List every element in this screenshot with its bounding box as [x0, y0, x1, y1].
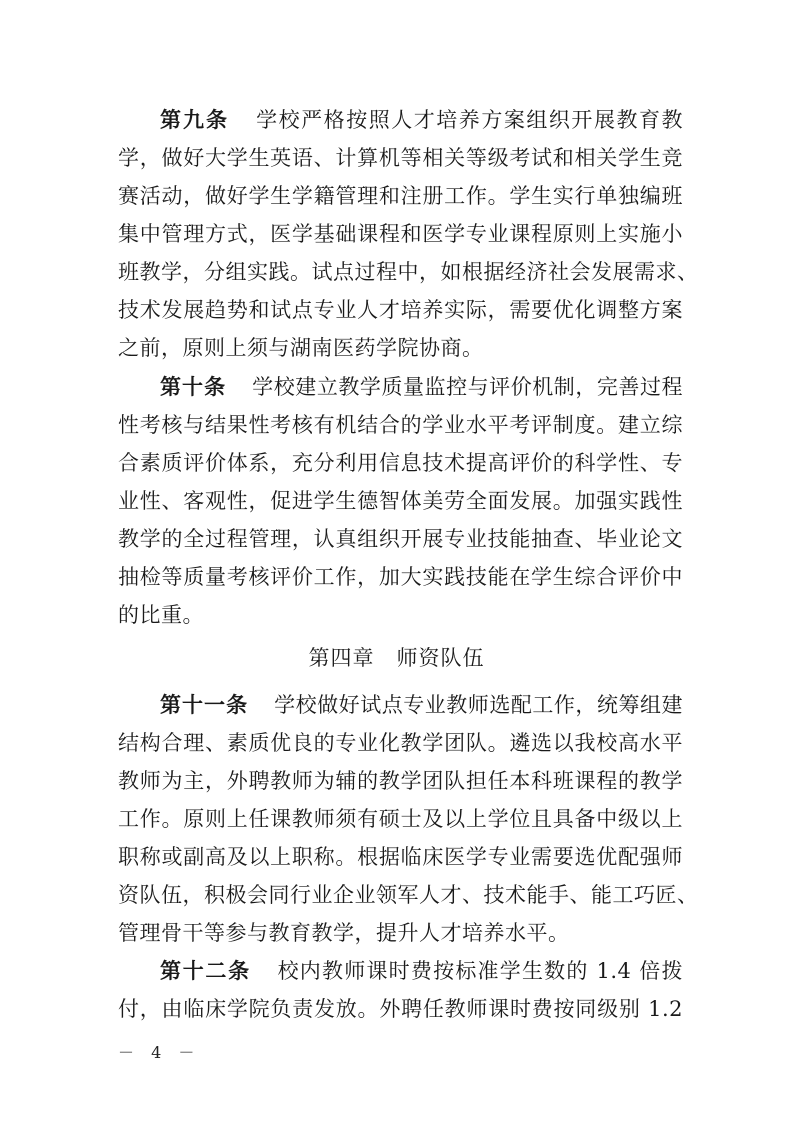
- article-12-line-2: 付，由临床学院负责发放。外聘任教师课时费按同级别 1.2: [118, 997, 683, 1021]
- article-9-line-5: 班教学，分组实践。试点过程中，如根据经济社会发展需求、: [118, 260, 699, 284]
- article-9-title: 第九条: [160, 108, 230, 132]
- article-11-line-2: 结构合理、素质优良的专业化教学团队。遴选以我校高水平: [118, 731, 683, 755]
- article-11-line-4: 工作。原则上任课教师须有硕士及以上学位且具备中级以上: [118, 807, 683, 831]
- article-12-line-1: 第十二条 校内教师课时费按标准学生数的 1.4 倍拨: [160, 959, 684, 983]
- article-11-line-7: 管理骨干等参与教育教学，提升人才培养水平。: [118, 921, 570, 945]
- article-11-line-6: 资队伍，积极会同行业企业领军人才、技术能手、能工巧匠、: [118, 883, 699, 907]
- page-number: － 4 －: [118, 1043, 201, 1062]
- article-11-line-5: 职称或副高及以上职称。根据临床医学专业需要选优配强师: [118, 845, 683, 869]
- article-10-line-3: 合素质评价体系，充分利用信息技术提高评价的科学性、专: [118, 451, 683, 475]
- article-9-line-1: 第九条 学校严格按照人才培养方案组织开展教育教: [160, 108, 684, 132]
- article-9-line-6: 技术发展趋势和试点专业人才培养实际，需要优化调整方案: [118, 298, 683, 322]
- article-11-title: 第十一条: [160, 693, 249, 717]
- article-12-title: 第十二条: [160, 959, 251, 983]
- article-10-line-4: 业性、客观性，促进学生德智体美劳全面发展。加强实践性: [118, 489, 683, 513]
- article-9-line-7: 之前，原则上须与湖南医药学院协商。: [118, 336, 484, 360]
- article-10-line-7: 的比重。: [118, 603, 204, 627]
- chapter-title: 师资队伍: [396, 646, 485, 670]
- article-10-line-6: 抽检等质量考核评价工作，加大实践技能在学生综合评价中: [118, 565, 683, 589]
- article-9-line-4: 集中管理方式，医学基础课程和医学专业课程原则上实施小: [118, 222, 683, 246]
- chapter-heading: [0, 645, 793, 671]
- article-11-line-1: 第十一条 学校做好试点专业教师选配工作，统筹组建: [160, 693, 684, 717]
- article-9-line-2: 学，做好大学生英语、计算机等相关等级考试和相关学生竞: [118, 146, 683, 170]
- chapter-number: 第四章: [308, 646, 375, 670]
- article-9-line-3: 赛活动，做好学生学籍管理和注册工作。学生实行单独编班: [118, 184, 683, 208]
- article-10-line-2: 性考核与结果性考核有机结合的学业水平考评制度。建立综: [118, 413, 683, 437]
- article-10-line-1: 第十条 学校建立教学质量监控与评价机制，完善过程: [160, 375, 684, 399]
- article-11-line-3: 教师为主，外聘教师为辅的教学团队担任本科班课程的教学: [118, 769, 683, 793]
- article-10-line-5: 教学的全过程管理，认真组织开展专业技能抽查、毕业论文: [118, 527, 683, 551]
- article-10-title: 第十条: [160, 375, 227, 399]
